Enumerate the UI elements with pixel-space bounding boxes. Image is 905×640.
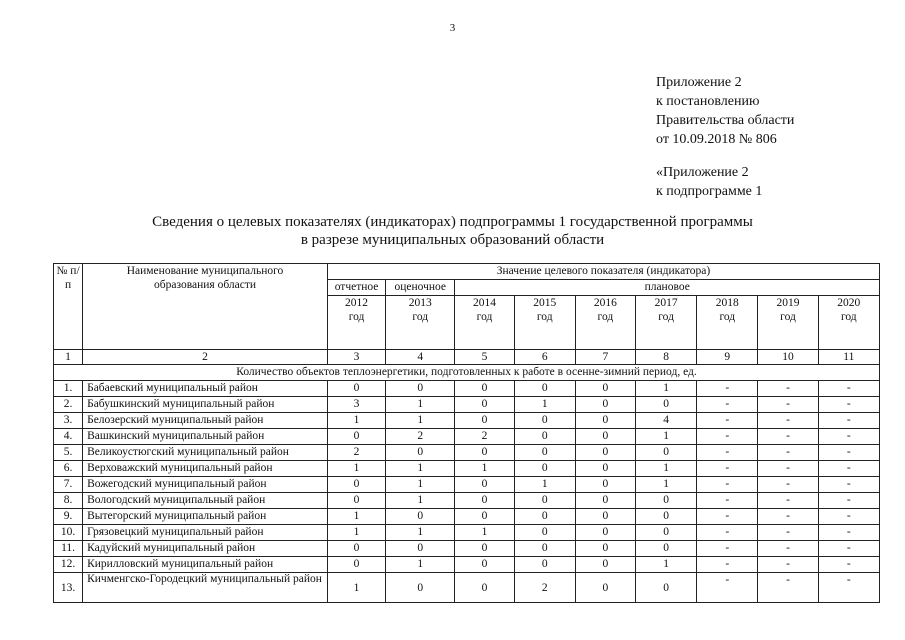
row-value: 0 bbox=[514, 557, 575, 573]
row-value: 0 bbox=[455, 477, 514, 493]
row-value: 0 bbox=[386, 541, 455, 557]
row-value: 0 bbox=[575, 461, 635, 477]
row-value: 1 bbox=[327, 413, 385, 429]
page-number: 3 bbox=[449, 22, 456, 34]
row-value: 0 bbox=[386, 445, 455, 461]
row-value: 4 bbox=[636, 413, 697, 429]
row-value: 0 bbox=[327, 381, 385, 397]
row-value: 0 bbox=[636, 525, 697, 541]
table-row bbox=[54, 461, 880, 477]
row-value: 0 bbox=[514, 413, 575, 429]
row-value: 0 bbox=[327, 477, 385, 493]
column-number: 8 bbox=[636, 350, 697, 365]
row-value: - bbox=[697, 429, 758, 445]
row-value: - bbox=[697, 397, 758, 413]
title-line: в разрезе муниципальных образований области bbox=[300, 232, 605, 248]
table-row bbox=[54, 381, 880, 397]
appendix-block bbox=[656, 73, 794, 201]
row-value: - bbox=[758, 445, 818, 461]
row-name: Кирилловский муниципальный район bbox=[83, 557, 328, 573]
row-value: 0 bbox=[575, 429, 635, 445]
row-value: - bbox=[758, 557, 818, 573]
row-value: 0 bbox=[514, 525, 575, 541]
row-value: - bbox=[758, 413, 818, 429]
row-value: - bbox=[697, 381, 758, 397]
row-value: 0 bbox=[455, 397, 514, 413]
row-value: 1 bbox=[514, 397, 575, 413]
column-number: 6 bbox=[514, 350, 575, 365]
row-number: 7. bbox=[54, 477, 83, 493]
row-value: 1 bbox=[636, 381, 697, 397]
row-value: 0 bbox=[575, 477, 635, 493]
table-row bbox=[54, 541, 880, 557]
row-value: 1 bbox=[327, 461, 385, 477]
row-value: - bbox=[818, 477, 879, 493]
row-value: - bbox=[818, 493, 879, 509]
table-row bbox=[54, 397, 880, 413]
row-value: - bbox=[758, 429, 818, 445]
header-year: 2017 год bbox=[636, 296, 697, 350]
column-number: 1 bbox=[54, 350, 83, 365]
column-number: 4 bbox=[386, 350, 455, 365]
row-value: - bbox=[697, 509, 758, 525]
row-name: Бабушкинский муниципальный район bbox=[83, 397, 328, 413]
row-value: - bbox=[697, 541, 758, 557]
row-name: Великоустюгский муниципальный район bbox=[83, 445, 328, 461]
appendix-line: к подпрограмме 1 bbox=[656, 184, 763, 199]
row-value: 0 bbox=[327, 557, 385, 573]
row-number: 11. bbox=[54, 541, 83, 557]
appendix-line: Приложение 2 bbox=[656, 75, 742, 90]
row-value: 0 bbox=[636, 445, 697, 461]
row-value: 1 bbox=[636, 557, 697, 573]
row-value: 0 bbox=[514, 445, 575, 461]
row-value: - bbox=[758, 573, 818, 603]
row-value: - bbox=[758, 493, 818, 509]
row-number: 9. bbox=[54, 509, 83, 525]
row-name: Верховажский муниципальный район bbox=[83, 461, 328, 477]
row-value: 0 bbox=[575, 557, 635, 573]
row-value: 0 bbox=[327, 541, 385, 557]
row-value: - bbox=[818, 429, 879, 445]
row-value: - bbox=[697, 461, 758, 477]
row-name: Вашкинский муниципальный район bbox=[83, 429, 328, 445]
table-row bbox=[54, 429, 880, 445]
row-value: 0 bbox=[514, 381, 575, 397]
column-number: 10 bbox=[758, 350, 818, 365]
row-value: - bbox=[697, 525, 758, 541]
row-number: 13. bbox=[54, 573, 83, 603]
row-value: - bbox=[697, 413, 758, 429]
header-year: 2015 год bbox=[514, 296, 575, 350]
row-value: - bbox=[818, 381, 879, 397]
row-name: Вологодский муниципальный район bbox=[83, 493, 328, 509]
row-value: 1 bbox=[455, 525, 514, 541]
table-row bbox=[54, 573, 880, 603]
row-number: 4. bbox=[54, 429, 83, 445]
row-value: 1 bbox=[386, 461, 455, 477]
column-number: 3 bbox=[327, 350, 385, 365]
row-value: - bbox=[758, 525, 818, 541]
row-value: 0 bbox=[514, 541, 575, 557]
row-value: 0 bbox=[636, 509, 697, 525]
row-value: 1 bbox=[455, 461, 514, 477]
row-value: - bbox=[697, 493, 758, 509]
header-estimated: оценочное bbox=[386, 280, 455, 296]
header-year: 2016 год bbox=[575, 296, 635, 350]
table-row bbox=[54, 525, 880, 541]
row-value: 0 bbox=[455, 493, 514, 509]
title-line: Сведения о целевых показателях (индикаторах) подпрограммы 1 государственной программы bbox=[152, 214, 753, 230]
row-value: 0 bbox=[455, 573, 514, 603]
row-value: - bbox=[818, 557, 879, 573]
row-value: 0 bbox=[636, 493, 697, 509]
row-name: Бабаевский муниципальный район bbox=[83, 381, 328, 397]
section-header: Количество объектов теплоэнергетики, подготовленных к работе в осенне-зимний период, ед. bbox=[54, 365, 880, 381]
row-value: 0 bbox=[514, 461, 575, 477]
row-value: 3 bbox=[327, 397, 385, 413]
row-value: - bbox=[758, 509, 818, 525]
row-value: 0 bbox=[575, 445, 635, 461]
row-value: 2 bbox=[455, 429, 514, 445]
document-title bbox=[0, 213, 905, 249]
row-name: Вожегодский муниципальный район bbox=[83, 477, 328, 493]
row-value: - bbox=[818, 573, 879, 603]
row-value: 1 bbox=[327, 573, 385, 603]
row-value: 0 bbox=[575, 381, 635, 397]
row-value: - bbox=[818, 509, 879, 525]
row-value: 1 bbox=[386, 397, 455, 413]
row-value: - bbox=[758, 397, 818, 413]
row-value: 0 bbox=[386, 509, 455, 525]
row-value: 1 bbox=[386, 413, 455, 429]
header-number: № п/п bbox=[54, 264, 83, 350]
row-value: - bbox=[697, 445, 758, 461]
row-name: Грязовецкий муниципальный район bbox=[83, 525, 328, 541]
row-number: 8. bbox=[54, 493, 83, 509]
column-number: 9 bbox=[697, 350, 758, 365]
column-number: 5 bbox=[455, 350, 514, 365]
table-row bbox=[54, 509, 880, 525]
row-name: Кадуйский муниципальный район bbox=[83, 541, 328, 557]
row-value: - bbox=[758, 541, 818, 557]
row-number: 2. bbox=[54, 397, 83, 413]
row-value: 1 bbox=[386, 493, 455, 509]
row-number: 10. bbox=[54, 525, 83, 541]
row-value: 1 bbox=[386, 477, 455, 493]
header-reported: отчетное bbox=[327, 280, 385, 296]
row-value: 0 bbox=[455, 413, 514, 429]
column-number: 7 bbox=[575, 350, 635, 365]
row-value: 0 bbox=[514, 429, 575, 445]
header-year: 2013 год bbox=[386, 296, 455, 350]
row-name: Вытегорский муниципальный район bbox=[83, 509, 328, 525]
row-value: 0 bbox=[575, 573, 635, 603]
row-value: 1 bbox=[636, 429, 697, 445]
row-value: 1 bbox=[386, 525, 455, 541]
row-value: 1 bbox=[386, 557, 455, 573]
row-value: 0 bbox=[636, 573, 697, 603]
indicators-table bbox=[53, 263, 880, 603]
appendix-line: Правительства области bbox=[656, 113, 795, 128]
header-year: 2012 год bbox=[327, 296, 385, 350]
table-row bbox=[54, 413, 880, 429]
row-value: - bbox=[818, 541, 879, 557]
row-value: - bbox=[758, 381, 818, 397]
row-value: 0 bbox=[636, 397, 697, 413]
row-value: 0 bbox=[455, 381, 514, 397]
row-number: 1. bbox=[54, 381, 83, 397]
row-value: 0 bbox=[386, 573, 455, 603]
appendix-line: к постановлению bbox=[656, 94, 760, 109]
row-name: Белозерский муниципальный район bbox=[83, 413, 328, 429]
row-value: 2 bbox=[386, 429, 455, 445]
row-value: - bbox=[818, 445, 879, 461]
appendix-line: «Приложение 2 bbox=[656, 165, 749, 180]
row-value: 1 bbox=[636, 477, 697, 493]
row-value: 0 bbox=[327, 493, 385, 509]
row-value: - bbox=[697, 573, 758, 603]
column-number: 2 bbox=[83, 350, 328, 365]
row-value: 2 bbox=[514, 573, 575, 603]
row-value: 0 bbox=[575, 541, 635, 557]
row-value: - bbox=[818, 397, 879, 413]
row-value: - bbox=[818, 413, 879, 429]
table-row bbox=[54, 445, 880, 461]
header-year: 2019 год bbox=[758, 296, 818, 350]
row-value: - bbox=[818, 461, 879, 477]
header-name: Наименование муниципального образования области bbox=[83, 264, 328, 350]
row-value: 1 bbox=[327, 525, 385, 541]
row-value: 2 bbox=[327, 445, 385, 461]
header-planned: плановое bbox=[455, 280, 880, 296]
row-value: 0 bbox=[455, 541, 514, 557]
row-value: 0 bbox=[327, 429, 385, 445]
row-value: 0 bbox=[575, 413, 635, 429]
table-row bbox=[54, 477, 880, 493]
row-value: 0 bbox=[455, 509, 514, 525]
row-number: 5. bbox=[54, 445, 83, 461]
row-value: 0 bbox=[455, 445, 514, 461]
header-value: Значение целевого показателя (индикатора) bbox=[327, 264, 879, 280]
row-value: 1 bbox=[636, 461, 697, 477]
row-value: - bbox=[758, 477, 818, 493]
row-value: - bbox=[697, 477, 758, 493]
row-value: - bbox=[818, 525, 879, 541]
row-value: 0 bbox=[575, 397, 635, 413]
row-number: 12. bbox=[54, 557, 83, 573]
header-year: 2018 год bbox=[697, 296, 758, 350]
row-value: 0 bbox=[514, 509, 575, 525]
row-number: 3. bbox=[54, 413, 83, 429]
table-row bbox=[54, 493, 880, 509]
row-value: 1 bbox=[514, 477, 575, 493]
row-value: 0 bbox=[386, 381, 455, 397]
row-value: 0 bbox=[514, 493, 575, 509]
row-value: 1 bbox=[327, 509, 385, 525]
header-year: 2014 год bbox=[455, 296, 514, 350]
row-value: 0 bbox=[575, 493, 635, 509]
appendix-line: от 10.09.2018 № 806 bbox=[656, 132, 777, 147]
row-value: - bbox=[758, 461, 818, 477]
row-name: Кичменгско-Городецкий муниципальный район bbox=[83, 573, 328, 603]
row-value: 0 bbox=[455, 557, 514, 573]
row-value: 0 bbox=[636, 541, 697, 557]
header-year: 2020 год bbox=[818, 296, 879, 350]
column-number: 11 bbox=[818, 350, 879, 365]
row-value: - bbox=[697, 557, 758, 573]
row-number: 6. bbox=[54, 461, 83, 477]
row-value: 0 bbox=[575, 525, 635, 541]
table-row bbox=[54, 557, 880, 573]
row-value: 0 bbox=[575, 509, 635, 525]
